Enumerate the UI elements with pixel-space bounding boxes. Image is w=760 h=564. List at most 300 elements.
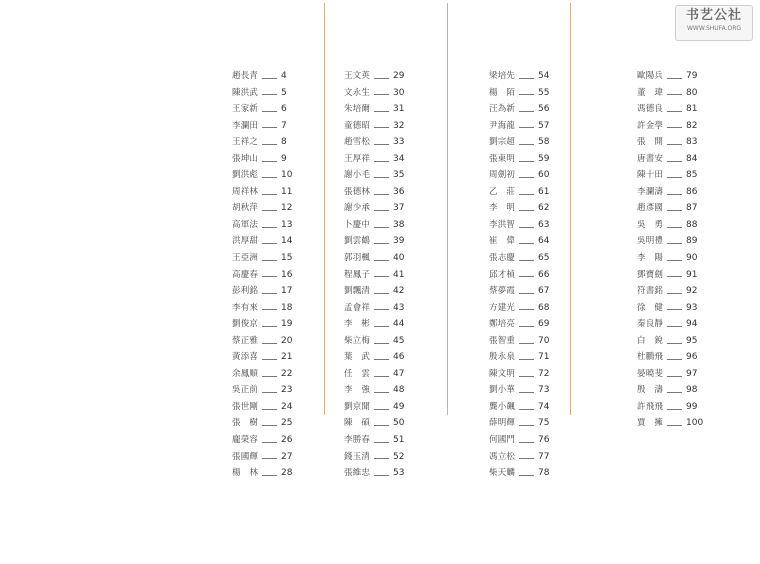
leader-line [667,144,682,145]
page-number: 90 [686,253,698,264]
page-number: 82 [686,120,698,131]
artist-name: 楊 林 [232,468,259,479]
leader-line [667,293,682,294]
leader-line [667,243,682,244]
artist-name: 唐書安 [637,153,664,164]
page-number: 74 [538,401,550,412]
artist-name: 王文英 [344,71,371,81]
index-column-1 [232,68,324,482]
artist-name: 陳 碩 [344,418,371,429]
leader-line [667,127,682,128]
page-number: 35 [393,170,405,181]
index-entry [344,465,463,482]
page-number: 17 [281,286,293,297]
index-entry [232,366,324,383]
page-number: 26 [281,435,293,446]
leader-line [262,392,277,393]
leader-line [667,376,682,377]
leader-line [374,194,389,195]
page-number: 80 [686,87,698,98]
leader-line [374,475,389,476]
leader-line [519,276,534,277]
leader-line [519,127,534,128]
artist-name: 劉京聞 [344,401,371,412]
leader-line [519,94,534,95]
page-number: 87 [686,203,698,214]
index-entry [489,465,610,482]
index-entry [637,283,729,300]
page-number: 50 [393,418,405,429]
index-entry [232,217,324,234]
page-number: 54 [538,71,550,81]
page-number: 98 [686,385,698,396]
index-column-4 [637,68,729,482]
index-entry [637,184,729,201]
page-number: 64 [538,236,550,247]
page-number: 68 [538,302,550,313]
artist-name: 高軍法 [232,219,259,230]
artist-name: 蔡夢霞 [489,286,516,297]
artist-name: 吳明禮 [637,236,664,247]
artist-name: 李瀾田 [232,120,259,131]
leader-line [374,260,389,261]
artist-name: 蔡正雅 [232,335,259,346]
index-entry [232,118,324,135]
page-number: 95 [686,335,698,346]
artist-name: 張智重 [489,335,516,346]
index-entry [232,432,324,449]
index-entry [344,267,463,284]
index-entry [489,167,610,184]
leader-line [262,458,277,459]
index-entry [489,366,610,383]
artist-name: 張 樹 [232,418,259,429]
index-entry [489,85,610,102]
index-entry [489,399,610,416]
artist-name: 張國輝 [232,451,259,462]
index-entry [344,200,463,217]
index-entry [637,151,729,168]
leader-line [262,111,277,112]
page-number: 36 [393,186,405,197]
leader-line [519,293,534,294]
index-entry [489,184,610,201]
index-entry [344,449,463,466]
page-number: 60 [538,170,550,181]
leader-line [519,376,534,377]
leader-line [374,326,389,327]
page-number: 53 [393,468,405,479]
index-entry [344,68,463,85]
page-number: 8 [281,137,287,148]
index-entry [489,415,610,432]
page-number: 96 [686,352,698,363]
index-entry [344,300,463,317]
artist-name: 陳洪武 [232,87,259,98]
index-entry [489,101,610,118]
leader-line [374,227,389,228]
leader-line [667,194,682,195]
page-number: 20 [281,335,293,346]
leader-line [519,194,534,195]
page-number: 21 [281,352,293,363]
page-number: 91 [686,269,698,280]
page-number: 79 [686,71,698,81]
index-entry [489,267,610,284]
index-entry [637,316,729,333]
artist-name: 周祥林 [232,186,259,197]
index-entry [489,233,610,250]
index-entry [232,200,324,217]
artist-name: 許金學 [637,120,664,131]
artist-name: 柴天麟 [489,468,516,479]
index-entry [232,415,324,432]
index-entry [344,101,463,118]
artist-name: 卜慶中 [344,219,371,230]
artist-name: 許飛飛 [637,401,664,412]
artist-name: 馮立松 [489,451,516,462]
index-entry [489,217,610,234]
index-entry [232,465,324,482]
leader-line [374,78,389,79]
leader-line [262,177,277,178]
artist-name: 葉 武 [344,352,371,363]
page-number: 59 [538,153,550,164]
leader-line [262,144,277,145]
index-entry [344,250,463,267]
artist-name: 劉雲鶴 [344,236,371,247]
index-entry [232,250,324,267]
leader-line [667,326,682,327]
leader-line [519,475,534,476]
page-number: 97 [686,368,698,379]
artist-name: 趙彥國 [637,203,664,214]
page-number: 77 [538,451,550,462]
artist-name: 文永生 [344,87,371,98]
artist-name: 李瀾濤 [637,186,664,197]
artist-name: 劉飄清 [344,286,371,297]
artist-name: 李勝春 [344,435,371,446]
page-number: 100 [686,418,704,429]
index-entry [344,118,463,135]
leader-line [262,161,277,162]
artist-name: 何國門 [489,435,516,446]
artist-name: 歐陽兵 [637,71,664,81]
page-number: 93 [686,302,698,313]
index-entry [232,449,324,466]
leader-line [519,144,534,145]
artist-name: 彭利銘 [232,286,259,297]
index-entry [344,85,463,102]
artist-name: 梁培先 [489,71,516,81]
index-entry [489,283,610,300]
index-entry [637,366,729,383]
artist-name: 趙雪松 [344,137,371,148]
page-number: 46 [393,352,405,363]
artist-name: 朱培爾 [344,104,371,115]
page-number: 43 [393,302,405,313]
index-entry [489,118,610,135]
page-number: 69 [538,319,550,330]
index-entry [232,382,324,399]
artist-name: 陳十田 [637,170,664,181]
leader-line [374,409,389,410]
artist-name: 殷 濤 [637,385,664,396]
page-number: 16 [281,269,293,280]
index-entry [232,283,324,300]
page-number: 62 [538,203,550,214]
index-column-3 [489,68,610,482]
index-entry [344,233,463,250]
artist-name: 謝小毛 [344,170,371,181]
page-number: 83 [686,137,698,148]
artist-name: 秦良靜 [637,319,664,330]
index-entry [232,399,324,416]
leader-line [519,392,534,393]
leader-line [519,177,534,178]
leader-line [262,309,277,310]
leader-line [262,260,277,261]
artist-name: 張世剛 [232,401,259,412]
artist-index [232,68,729,482]
leader-line [519,227,534,228]
leader-line [667,94,682,95]
index-entry [344,415,463,432]
artist-name: 張東明 [489,153,516,164]
index-entry [232,85,324,102]
index-entry [344,382,463,399]
page-number: 70 [538,335,550,346]
page-number: 89 [686,236,698,247]
artist-name: 汪為新 [489,104,516,115]
index-entry [232,316,324,333]
artist-name: 孟會祥 [344,302,371,313]
page-number: 52 [393,451,405,462]
leader-line [667,177,682,178]
leader-line [667,227,682,228]
index-entry [344,366,463,383]
page-number: 45 [393,335,405,346]
page-number: 25 [281,418,293,429]
page-number: 65 [538,253,550,264]
artist-name: 王祥之 [232,137,259,148]
artist-name: 楊 陌 [489,87,516,98]
page-number: 5 [281,87,287,98]
leader-line [667,343,682,344]
artist-name: 王亞洲 [232,253,259,264]
page-number: 37 [393,203,405,214]
page-number: 38 [393,219,405,230]
page-number: 29 [393,71,405,81]
artist-name: 李有來 [232,302,259,313]
leader-line [374,442,389,443]
artist-name: 李 明 [489,203,516,214]
artist-name: 白 銳 [637,335,664,346]
leader-line [262,425,277,426]
leader-line [374,127,389,128]
leader-line [262,78,277,79]
leader-line [374,177,389,178]
leader-line [262,227,277,228]
index-entry [232,101,324,118]
page-number: 81 [686,104,698,115]
leader-line [667,425,682,426]
artist-name: 劉小華 [489,385,516,396]
page-number: 14 [281,236,293,247]
artist-name: 董 瑋 [637,87,664,98]
leader-line [667,78,682,79]
index-entry [637,267,729,284]
page-number: 33 [393,137,405,148]
index-entry [232,233,324,250]
leader-line [262,276,277,277]
leader-line [374,458,389,459]
watermark-logo [675,5,753,41]
artist-name: 吳正前 [232,385,259,396]
artist-name: 周劍初 [489,170,516,181]
index-entry [232,68,324,85]
index-entry [637,250,729,267]
artist-name: 李 陽 [637,253,664,264]
page-number: 34 [393,153,405,164]
page-number: 56 [538,104,550,115]
index-entry [344,167,463,184]
page-number: 66 [538,269,550,280]
index-entry [637,349,729,366]
artist-name: 龐榮容 [232,435,259,446]
leader-line [519,326,534,327]
artist-name: 李 強 [344,385,371,396]
artist-name: 賈 擁 [637,418,664,429]
artist-name: 邱才楨 [489,269,516,280]
leader-line [519,161,534,162]
leader-line [374,425,389,426]
page-number: 49 [393,401,405,412]
leader-line [262,94,277,95]
leader-line [667,309,682,310]
page-number: 75 [538,418,550,429]
index-entry [489,432,610,449]
page-number: 9 [281,153,287,164]
artist-name: 錢玉清 [344,451,371,462]
page-number: 40 [393,253,405,264]
index-entry [489,134,610,151]
artist-name: 薛明輝 [489,418,516,429]
artist-name: 任 雲 [344,368,371,379]
page-number: 18 [281,302,293,313]
artist-name: 龔小飆 [489,401,516,412]
artist-name: 張德林 [344,186,371,197]
page-number: 39 [393,236,405,247]
index-entry [637,382,729,399]
page-number: 67 [538,286,550,297]
artist-name: 鄭培亮 [489,319,516,330]
watermark-logo-text: 书艺公社 [685,8,742,23]
artist-name: 杜鵬飛 [637,352,664,363]
leader-line [667,409,682,410]
artist-name: 程鳳子 [344,269,371,280]
index-entry [489,68,610,85]
page-number: 22 [281,368,293,379]
leader-line [667,161,682,162]
leader-line [374,343,389,344]
artist-name: 張 開 [637,137,664,148]
index-entry [489,382,610,399]
artist-name: 鄧寶劍 [637,269,664,280]
index-entry [344,134,463,151]
leader-line [374,309,389,310]
leader-line [374,144,389,145]
index-entry [637,200,729,217]
leader-line [262,293,277,294]
page-number: 42 [393,286,405,297]
leader-line [262,376,277,377]
index-entry [637,399,729,416]
artist-name: 吳 勇 [637,219,664,230]
artist-name: 李洪智 [489,219,516,230]
leader-line [374,94,389,95]
leader-line [519,309,534,310]
index-entry [637,85,729,102]
index-entry [489,333,610,350]
leader-line [262,194,277,195]
index-column-2 [344,68,463,482]
artist-name: 張志慶 [489,253,516,264]
leader-line [374,392,389,393]
artist-name: 胡秋萍 [232,203,259,214]
artist-name: 余鳳順 [232,368,259,379]
leader-line [519,442,534,443]
index-entry [489,300,610,317]
artist-name: 方建光 [489,302,516,313]
leader-line [667,359,682,360]
artist-name: 王厚祥 [344,153,371,164]
leader-line [667,276,682,277]
artist-name: 劉洪彪 [232,170,259,181]
page-number: 28 [281,468,293,479]
page-number: 78 [538,468,550,479]
leader-line [519,210,534,211]
index-entry [232,184,324,201]
page-number: 24 [281,401,293,412]
page-number: 72 [538,368,550,379]
page-number: 15 [281,253,293,264]
page-number: 31 [393,104,405,115]
leader-line [374,161,389,162]
leader-line [374,111,389,112]
artist-name: 劉宗超 [489,137,516,148]
page-number: 7 [281,120,287,131]
index-entry [637,68,729,85]
leader-line [262,359,277,360]
leader-line [519,243,534,244]
page-number: 30 [393,87,405,98]
page-number: 73 [538,385,550,396]
index-entry [232,349,324,366]
index-entry [344,399,463,416]
index-entry [637,118,729,135]
artist-name: 張坤山 [232,153,259,164]
index-entry [232,151,324,168]
index-entry [344,217,463,234]
page-number: 23 [281,385,293,396]
artist-name: 趙長青 [232,71,259,81]
artist-name: 柴立梅 [344,335,371,346]
page-number: 11 [281,186,293,197]
artist-name: 洪厚甜 [232,236,259,247]
artist-name: 童德昭 [344,120,371,131]
artist-name: 乙 莊 [489,186,516,197]
